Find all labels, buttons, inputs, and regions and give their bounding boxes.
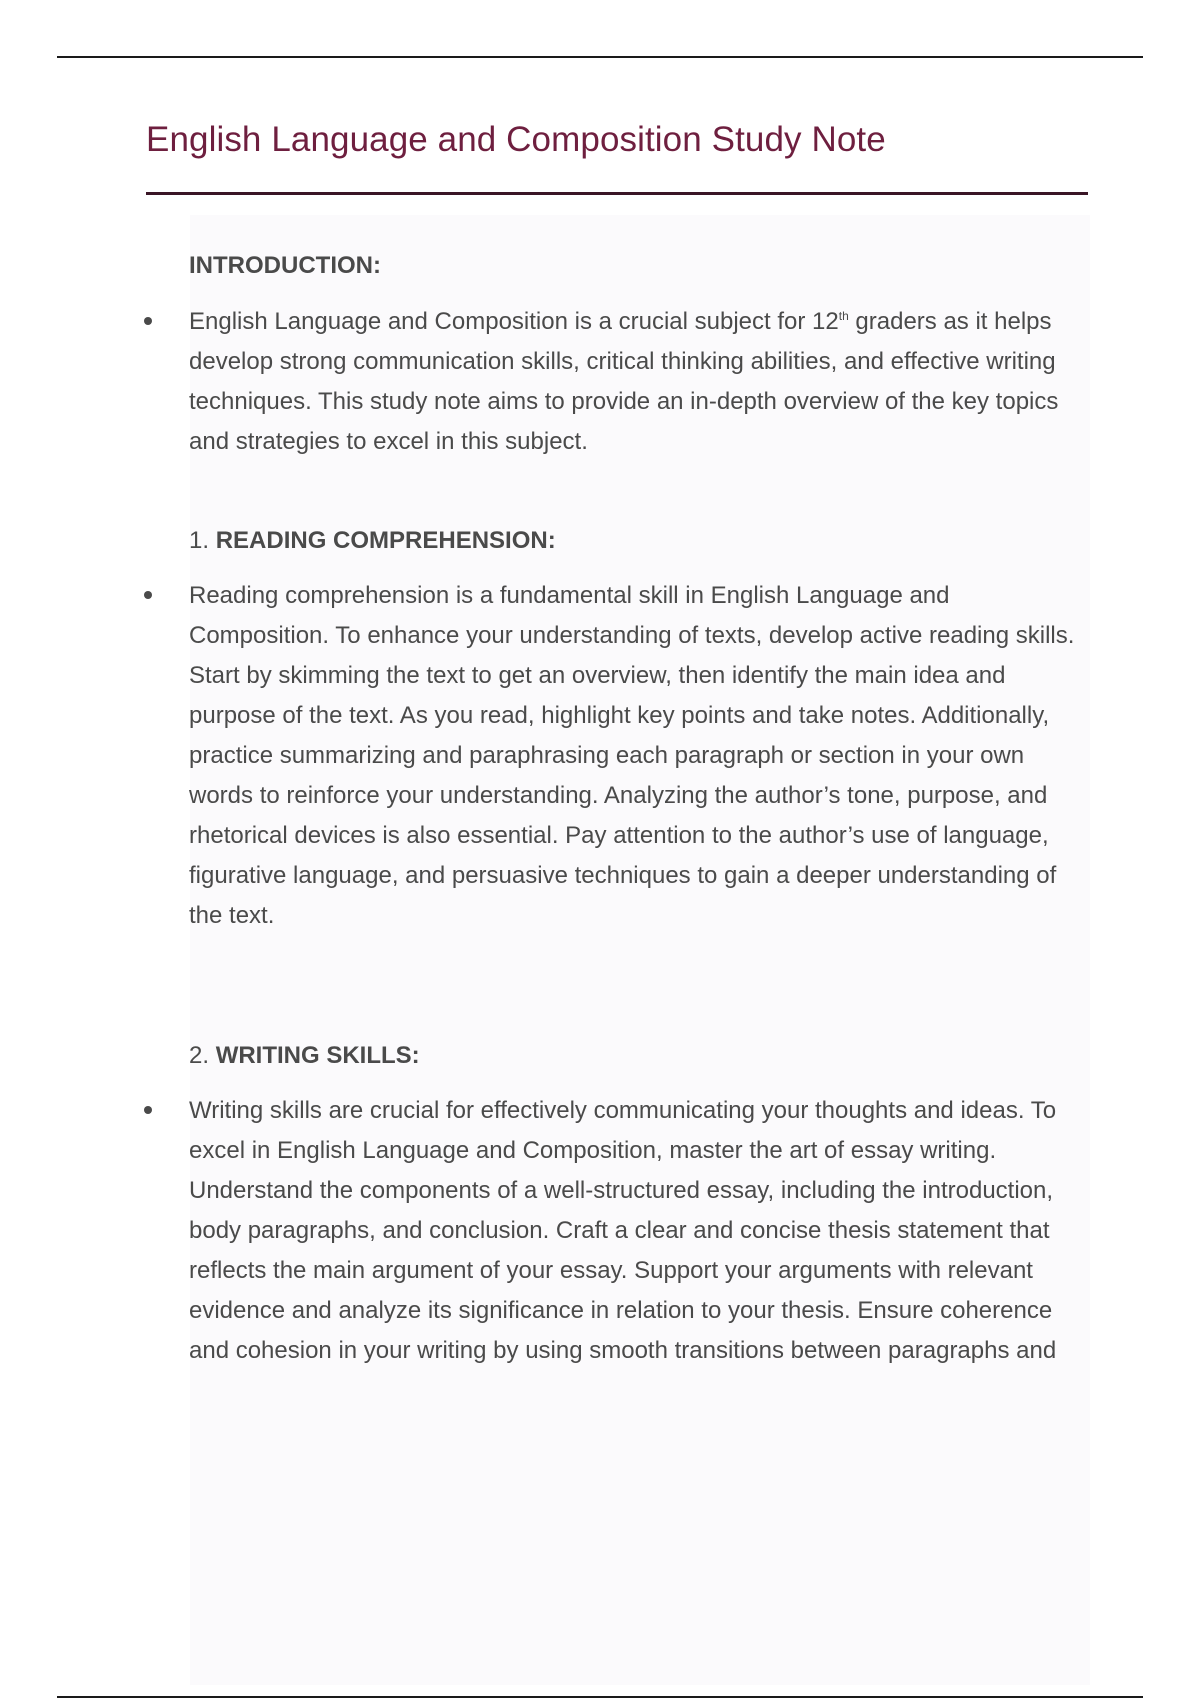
document-title: English Language and Composition Study Note (146, 120, 886, 159)
bullet-icon (144, 317, 152, 325)
intro-text-part2: graders as it helps develop strong communication skills, critical thinking abilities, and effective writing techniques. This study note aims to provide an in-depth overview of the key topics and strategies to excel in this subject. (189, 308, 1059, 455)
writing-heading-number: 2. (189, 1042, 216, 1069)
title-underline (146, 192, 1088, 195)
bullet-icon (144, 1106, 152, 1114)
intro-paragraph (189, 302, 1089, 462)
page-bottom-rule (57, 1696, 1143, 1698)
intro-bullet (189, 302, 1089, 462)
writing-bullet (189, 1091, 1089, 1371)
reading-paragraph: Reading comprehension is a fundamental skill in English Language and Composition. To enhance your understanding of texts, develop active reading skills. Start by skimming the text to get an overview, then identify the main idea and purpose of the text. As you read, highlight key points and take notes. Additionally, practice summarizing and paraphrasing each paragraph or section in your own words to reinforce your understanding. Analyzing the author’s tone, purpose, and rhetorical devices is also essential. Pay attention to the author’s use of language, figurative language, and persuasive techniques to gain a deeper understanding of the text. (189, 582, 1075, 929)
writing-heading-text: WRITING SKILLS: (215, 1042, 420, 1069)
reading-heading-text: READING COMPREHENSION: (215, 527, 556, 554)
reading-heading-number: 1. (189, 527, 216, 554)
reading-heading (189, 527, 556, 555)
reading-bullet (189, 576, 1089, 936)
writing-paragraph: Writing skills are crucial for effectively communicating your thoughts and ideas. To excel in English Language and Composition, master the art of essay writing. Understand the components of a well-structured essay, including the introduction, body paragraphs, and conclusion. Craft a clear and concise thesis statement that reflects the main argument of your essay. Support your arguments with relevant evidence and analyze its significance in relation to your thesis. Ensure coherence and cohesion in your writing by using smooth transitions between paragraphs and (189, 1097, 1057, 1364)
bullet-icon (144, 591, 152, 599)
page-top-rule (57, 56, 1143, 58)
intro-text-part1: English Language and Composition is a crucial subject for 12 (189, 308, 839, 335)
intro-ordinal-suffix: th (838, 309, 849, 323)
intro-heading (189, 252, 381, 280)
intro-heading-text: INTRODUCTION: (189, 252, 381, 279)
writing-heading (189, 1042, 420, 1070)
